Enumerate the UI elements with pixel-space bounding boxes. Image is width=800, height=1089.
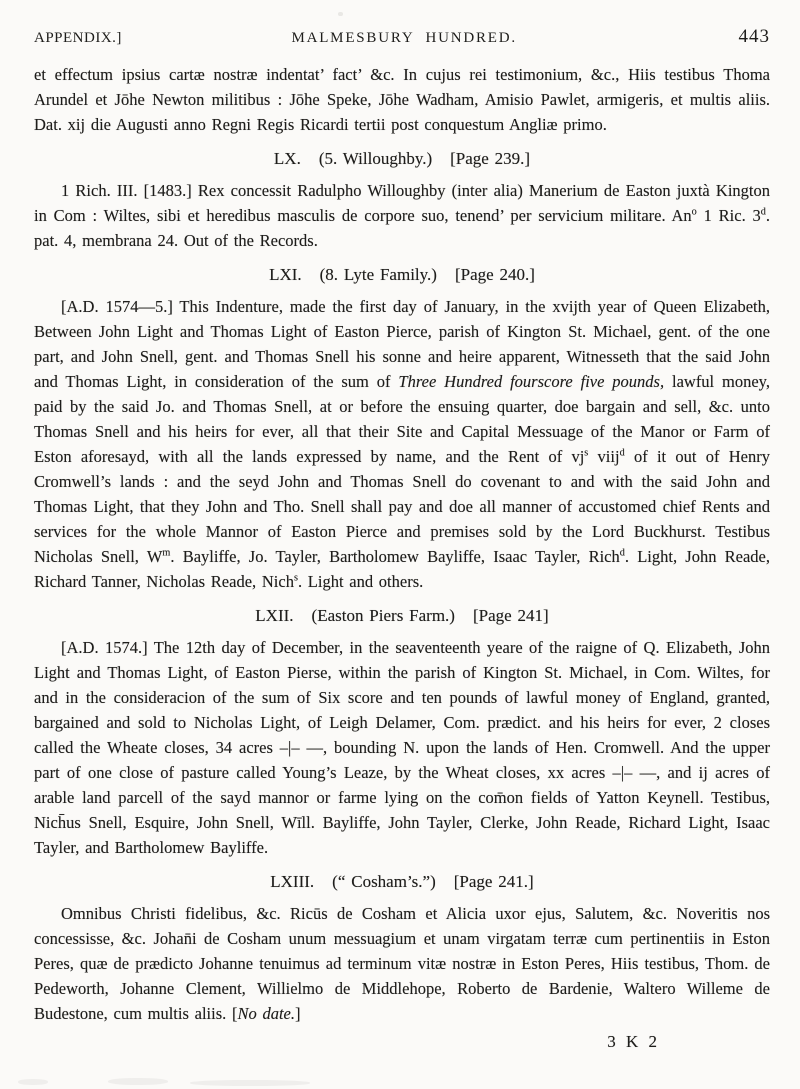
text-run: . Light and others.: [297, 572, 424, 591]
paragraph: [34, 294, 770, 594]
text-run: Omnibus Christi fidelibus, &c. Ricūs de Cosham et Alicia uxor ejus, Salutem, &c. Noveritis nos concessisse, &c. Johan̄i de Cosham unum messuagium et unam virgatam terræ cum pertinentiis in Eston Peres, quæ de prædicto Johanne tenuimus ad terminum vitæ nostræ in Eston Peres, Hiis testibus, Thom. de Pedeworth, Johanne Clement, Willielmo de Middlehope, Roberto de Bardenie, Waltero Willeme de Budestone, cum multis aliis. [: [34, 904, 770, 1023]
italic-text: Three Hundred fourscore five pounds,: [398, 372, 665, 391]
scan-artifact: [18, 1079, 48, 1085]
text-run: . Bayliffe, Jo. Tayler, Bartholomew Bayliffe, Isaac Tayler, Rich: [170, 547, 620, 566]
superscript-text: s: [293, 572, 298, 584]
section-heading: [34, 869, 770, 894]
section-page-ref: [Page 239.]: [450, 149, 531, 168]
paragraph: [34, 901, 770, 1026]
italic-text: No date.: [237, 1004, 295, 1023]
section-number: LXI.: [269, 265, 302, 284]
section-number: LXII.: [255, 606, 294, 625]
text-run: . pat. 4, membrana 24. Out of the Records.: [34, 206, 770, 250]
text-run: . Light, John Reade, Richard Tanner, Nicholas Reade, Nich: [34, 547, 771, 591]
text-run: [A.D. 1574—5.] This Indenture, made the first day of January, in the xvijth year of Queen Elizabeth, Between John Light and Thomas Light of Easton Pierce, parish of Kington St. Michael, gent. of the one part, and John Snell, gent. and Thomas Snell his sonne and heire apparent, Witnesseth that the said John and Thomas Light, in consideration of the sum of: [34, 297, 770, 391]
text-run: [A.D. 1574.] The 12th day of December, in the seaventeenth yeare of the raigne of Q. Elizabeth, John Light and Thomas Light, of Easton Pierse, within the parish of Kington St. Michael, in Com. Wiltes, for and in the consideracion of the sum of Six score and ten pounds of lawful money of England, granted, bargained and sold to Nicholas Light, of Leigh Delamer, Com. prædict. and his heirs for ever, 2 closes called the Wheate closes, 34 acres –|– —, bounding N. upon the lands of Hen. Cromwell. And the upper part of one close of pasture called Young’s Leaze, by the Wheat closes, xx acres –|– —, and ij acres of arable land parcell of the sayd mannor or farme lying on the com̄on fields of Yatton Keynell. Testibus, Nich̄us Snell, Esquire, John Snell, Wīll. Bayliffe, John Tayler, Clerke, John Reade, Richard Light, Isaac Tayler, and Bartholomew Bayliffe.: [34, 638, 770, 857]
section-page-ref: [Page 240.]: [454, 265, 535, 284]
section-page-ref: [Page 241]: [472, 606, 549, 625]
superscript-text: o: [691, 206, 697, 218]
text-run: 1 Rich. III. [1483.] Rex concessit Radulpho Willoughby (inter alia) Manerium de Easton juxtà Kington in Com : Wiltes, sibi et heredibus masculis de corpore suo, tenend’ per servicium militare. An: [34, 181, 770, 225]
header-section-label: APPENDIX.]: [34, 30, 122, 46]
scan-artifact: [338, 12, 343, 16]
section-heading: [34, 262, 770, 287]
section-heading: [34, 146, 770, 171]
section-title: (Easton Piers Farm.): [311, 606, 455, 625]
page-number: 443: [738, 26, 770, 47]
section-heading: [34, 603, 770, 628]
superscript-text: d: [619, 547, 625, 559]
section-number: LXIII.: [270, 872, 315, 891]
superscript-text: m: [162, 547, 171, 559]
superscript-text: s: [584, 447, 589, 459]
page-header: [34, 26, 770, 48]
text-run: of it out of Henry Cromwell’s lands : and the seyd John and Thomas Snell do covenant to and with the said John and Thomas Light, that they John and Tho. Snell shall pay and doe all manner of accustomed chief Rents and services for the whole Mannor of Easton Pierce and premises sold by the Lord Buckhurst. Testibus Nicholas Snell, W: [34, 447, 770, 566]
text-run: et effectum ipsius cartæ nostræ indentat’ fact’ &c. In cujus rei testimonium, &c., Hiis testibus Thoma Arundel et Jōhe Newton militibus : Jōhe Speke, Jōhe Wadham, Amisio Pawlet, armigeris, et multis aliis. Dat. xij die Augusti anno Regni Regis Ricardi tertii post conquestum Angliæ primo.: [34, 65, 770, 134]
paragraph: [34, 62, 770, 137]
superscript-text: d: [619, 447, 625, 459]
scan-artifact: [190, 1080, 310, 1086]
text-run: lawful money, paid by the said Jo. and Thomas Snell, at or before the ensuing quarter, doe bargain and sell, &c. unto Thomas Snell and his heirs for ever, all that their Site and Capital Messuage of the Manor or Farm of Eston aforesayd, with all the lands expressed by name, and the Rent of vj: [34, 372, 770, 466]
text-run: viij: [588, 447, 620, 466]
section-title: (5. Willoughby.): [318, 149, 433, 168]
section-title: (8. Lyte Family.): [319, 265, 437, 284]
superscript-text: d: [760, 206, 766, 218]
printer-signature-mark: 3 K 2: [607, 1032, 660, 1051]
section-title: (“ Cosham’s.”): [332, 872, 436, 891]
text-run: 1 Ric. 3: [696, 206, 761, 225]
text-run: ]: [294, 1004, 301, 1023]
section-page-ref: [Page 241.]: [453, 872, 534, 891]
paragraph: [34, 635, 770, 860]
section-number: LX.: [273, 149, 301, 168]
paragraph: [34, 178, 770, 253]
header-running-title: MALMESBURY HUNDRED.: [291, 30, 517, 46]
scan-artifact: [108, 1078, 168, 1085]
document-body: [34, 62, 770, 1026]
